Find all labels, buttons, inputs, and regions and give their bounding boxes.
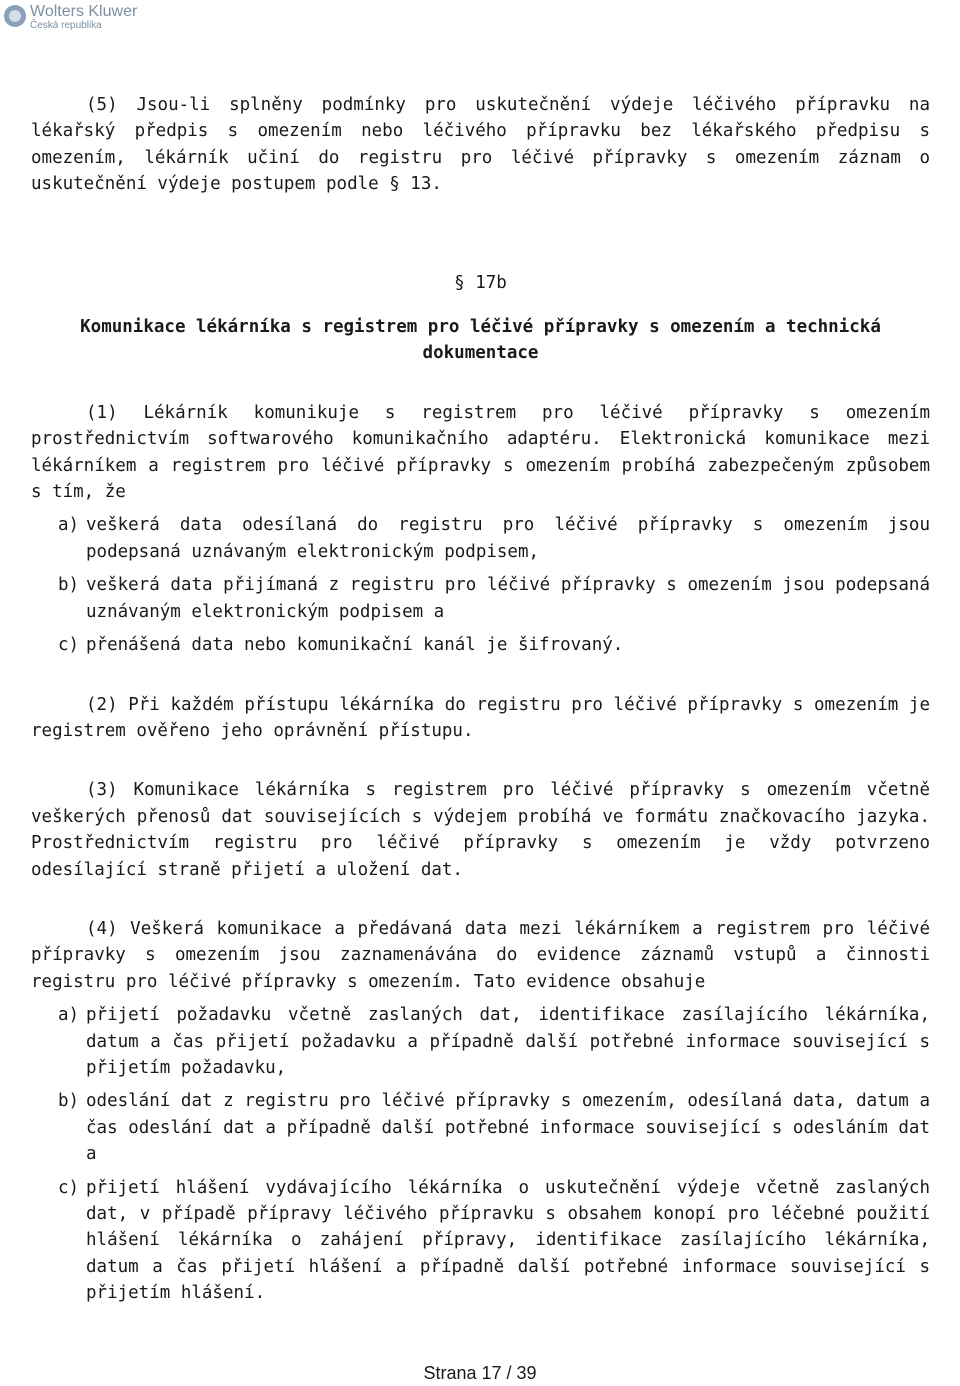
paragraph-5: (5) Jsou-li splněny podmínky pro uskutečnění výdeje léčivého přípravku na lékařský předpis s omezením nebo léčivého přípravku bez lékařského předpisu s omezením, lékárník učiní do registru pro léčivé přípravky s omezením záznam o uskutečnění výdeje postupem podle § 13.: [31, 95, 930, 195]
list-item-text: veškerá data odesílaná do registru pro léčivé přípravky s omezením jsou podepsaná uznávaným elektronickým podpisem,: [86, 515, 930, 562]
brand-name: Wolters Kluwer: [30, 3, 138, 20]
page-number: Strana 17 / 39: [423, 1363, 537, 1383]
logo-text: [30, 3, 137, 31]
list-item-text: přijetí hlášení vydávajícího lékárníka o uskutečnění výdeje včetně zaslaných dat, v případě přípravy léčivého přípravku s obsahem konopí pro léčebné použití hlášení lékárníka o zahájení přípravy, identifikace zasílajícího lékárníka, datum a čas přijetí hlášení a případně další potřebné informace související s přijetím hlášení.: [86, 1177, 930, 1304]
list-item-text: odeslání dat z registru pro léčivé přípravky s omezením, odesílaná data, datum a čas odeslání dat a případně další potřebné informace související s odesláním dat a: [86, 1091, 930, 1165]
list-item: [31, 632, 930, 658]
list-1: [31, 512, 930, 658]
list-item-text: přenášená data nebo komunikační kanál je šifrovaný.: [86, 635, 624, 656]
list-item: [31, 1002, 930, 1081]
list-marker: c): [58, 1177, 80, 1198]
list-item: [31, 1175, 930, 1307]
list-4: [31, 1002, 930, 1306]
list-item: [31, 572, 930, 625]
paragraph-3: (3) Komunikace lékárníka s registrem pro léčivé přípravky s omezením včetně veškerých přenosů dat souvisejících s výdejem probíhá ve formátu značkovacího jazyka. Prostřednictvím registru pro léčivé přípravky s omezením je vždy potvrzeno odesílající straně přijetí a uložení dat.: [31, 780, 930, 880]
brand-subtitle: Česká republika: [30, 20, 102, 31]
publisher-logo: [4, 3, 137, 31]
section-title: Komunikace lékárníka s registrem pro léčivé přípravky s omezením a technická dokumentace: [80, 317, 881, 364]
list-marker: a): [58, 515, 80, 536]
paragraph-4: (4) Veškerá komunikace a předávaná data mezi lékárníkem a registrem pro léčivé přípravky s omezením jsou zaznamenávána do evidence záznamů vstupů a činnosti registru pro léčivé přípravky s omezením. Tato evidence obsahuje: [31, 918, 930, 992]
list-item: [31, 512, 930, 565]
list-item-text: veškerá data přijímaná z registru pro léčivé přípravky s omezením jsou podepsaná uznávaným elektronickým podpisem a: [86, 575, 930, 622]
list-item: [31, 1088, 930, 1167]
paragraph-2: (2) Při každém přístupu lékárníka do registru pro léčivé přípravky s omezením je registrem ověřeno jeho oprávnění přístupu.: [31, 694, 930, 741]
list-marker: b): [58, 575, 80, 596]
list-item-text: přijetí požadavku včetně zaslaných dat, identifikace zasílajícího lékárníka, datum a čas přijetí požadavku a případně další potřebné informace související s přijetím požadavku,: [86, 1005, 930, 1078]
list-marker: a): [58, 1005, 80, 1026]
list-marker: c): [58, 635, 80, 656]
list-marker: b): [58, 1091, 80, 1112]
section-number: § 17b: [454, 272, 507, 293]
wolters-kluwer-logo-icon: [4, 5, 26, 27]
document-body: [31, 92, 930, 1307]
paragraph-1: (1) Lékárník komunikuje s registrem pro léčivé přípravky s omezením prostřednictvím softwarového komunikačního adaptéru. Elektronická komunikace mezi lékárníkem a registrem pro léčivé přípravky s omezením probíhá zabezpečeným způsobem s tím, že: [31, 402, 930, 503]
